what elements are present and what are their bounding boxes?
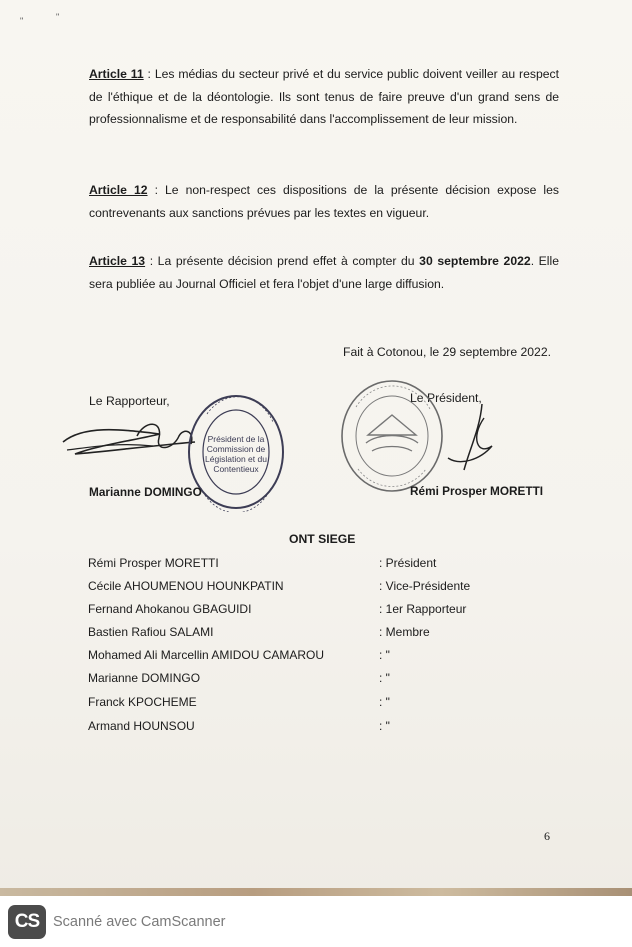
member-role: : Membre [379,625,430,639]
member-name: Marianne DOMINGO [88,671,201,685]
page-edge [0,888,632,896]
president-name: Rémi Prosper MORETTI [410,484,544,498]
corner-mark-right: " [56,12,60,22]
article-13-text-b: . Elle sera publiée au Journal Officiel et fera l'objet d'une large diffusion. [89,254,559,291]
article-12-text: : Le non-respect ces dispositions de la présente décision expose les contrevenants aux sanctions prévues par les textes en vigueur. [89,183,559,220]
seal-line-1: Président de la [207,434,265,444]
member-role: : " [379,695,390,709]
president-label: Le Président, [410,391,482,405]
member-name: Franck KPOCHEME [88,695,197,709]
member-name: Rémi Prosper MORETTI [88,556,219,570]
scanner-caption: Scanné avec CamScanner [53,914,226,930]
article-13-date: 30 septembre 2022 [419,254,531,268]
seal-line-4: Contentieux [213,464,259,474]
camscanner-logo-text: CS [14,911,40,932]
article-13 [89,250,559,295]
ont-siege-heading: ONT SIEGE [289,532,356,546]
member-role: : " [379,671,390,685]
seal-line-2: Commission de [206,444,266,454]
page-number: 6 [544,829,550,843]
member-role: : 1er Rapporteur [379,602,467,616]
article-11 [89,63,559,131]
seal-line-3: Législation et du [205,454,267,464]
hac-seal-right [338,377,446,495]
member-role: : Vice-Présidente [379,579,471,593]
member-name: Mohamed Ali Marcellin AMIDOU CAMAROU [88,648,325,662]
member-name: Cécile AHOUMENOU HOUNKPATIN [88,579,284,593]
president-signature [440,398,500,478]
rapporteur-name: Marianne DOMINGO [89,485,202,499]
member-role: : " [379,648,390,662]
member-role: : " [379,719,390,733]
article-11-text: : Les médias du secteur privé et du service public doivent veiller au respect de l'éthique et de la déontologie. Ils sont tenus de faire preuve d'un grand sens de professionnalisme et de responsabilité dans l'accomplissement de leur mission. [89,67,559,126]
article-12-title: Article 12 [89,183,148,197]
member-name: Bastien Rafiou SALAMI [88,625,214,639]
article-13-title: Article 13 [89,254,146,268]
article-11-title: Article 11 [89,67,144,81]
rapporteur-label: Le Rapporteur, [89,394,170,408]
article-13-text-a: : La présente décision prend effet à compter du [145,254,420,268]
article-12 [89,179,559,224]
member-role: : Président [379,556,437,570]
place-date: Fait à Cotonou, le 29 septembre 2022. [343,345,551,359]
member-name: Fernand Ahokanou GBAGUIDI [88,602,252,616]
camscanner-logo [8,905,46,939]
member-name: Armand HOUNSOU [88,719,195,733]
corner-mark-left: " [20,16,24,26]
